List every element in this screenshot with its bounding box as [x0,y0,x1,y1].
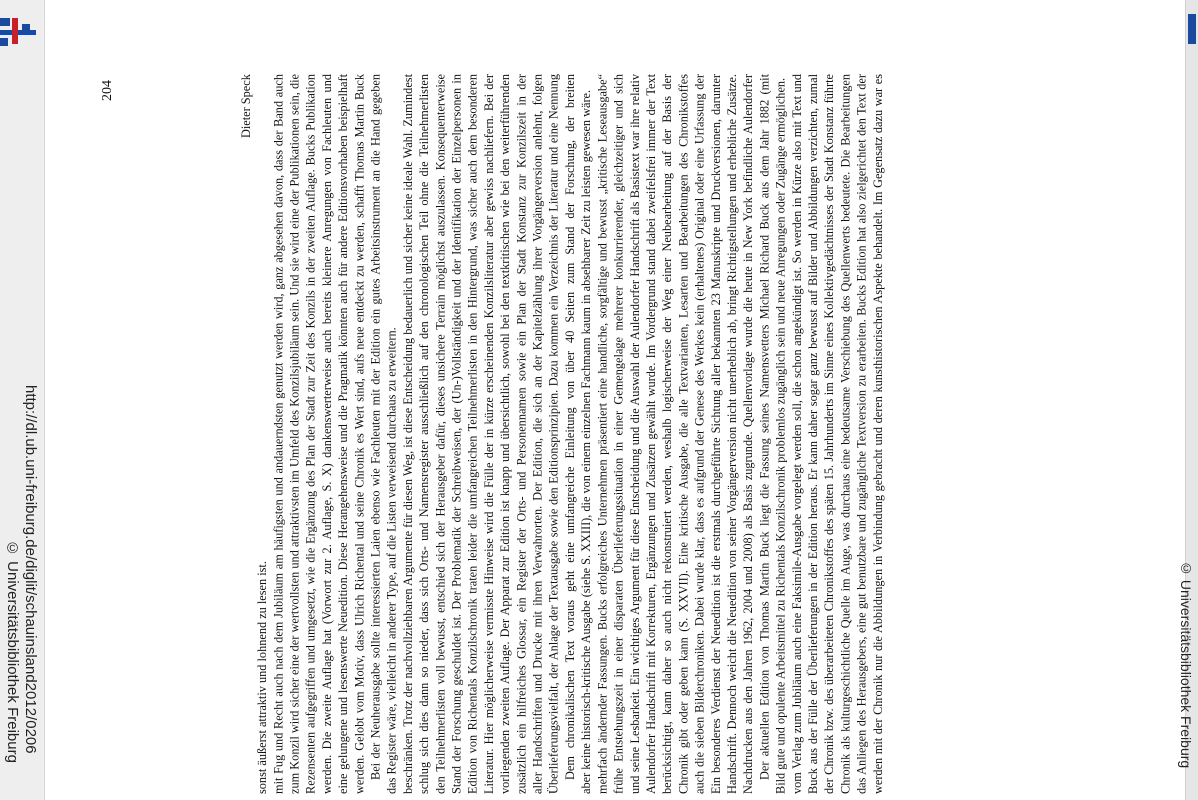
viewer-left-sidebar [0,0,45,800]
scanned-page [58,74,886,794]
right-copyright-notice: © Universitätsbibliothek Freiburg [1178,560,1194,769]
paragraph: Dem chronikalischen Text voraus geht eine umfangreiche Einleitung von über 40 Seiten zum Stand der Forschung, der breiten Überlieferungsvielfalt, der Anlage der Textausgabe sowie den Editionsprinzipien. Dazu kommen ein Verzeichnis der Literatur und eine Nennung aller Handschriften und Drucke mit ihren Verwahrorten. Der Edition, die sich an der Kapitelzählung ihrer Vorgängerversion anlehnt, folgen zusätzlich ein hilfreiches Glossar, ein Register der Orts- und Personennamen sowie ein Plan der Stadt Konstanz zur Konzilszeit in der vorliegenden zweiten Auflage. Der Apparat zur Edition ist knapp und übersichtlich, sowohl bei den textkritischen wie bei den weiterführenden Literatur. Hier möglicherweise vermisste Hinweise wird die Fülle der in kürze erscheinenden Konzilsliteratur aber gewiss nachliefern. Bei der Edition von Richentals Konzilschronik traten leider die umfangreichen Teilnehmerlisten in den Hintergrund, was sicher auch dem besonderen Stand der Forschung geschuldet ist. Der Problematik der Schreibweisen, der (Un-)Vollständigkeit und der Identifikation der Einzelpersonen in den Teilnehmerlisten voll bewusst, entschied sich der Herausgeber dafür, dieses unsichere Terrain möglichst auszulassen. Konsequenterweise schlug sich dies dann so nieder, dass sich Orts- und Namensregister ausschließlich auf den chronologischen Teil ohne die Teilnehmerlisten beschränken. Trotz der nachvollziehbaren Argumente für diesen Weg, ist diese Entscheidung bedauerlich und sicher keine ideale Wahl. Zumindest das Register wäre, vielleicht in anderer Type, auf die Listen verweisend durchaus zu erweitern. [384,74,577,794]
source-url[interactable]: http://dl.ub.uni-freiburg.de/diglit/schauinsland2012/0206 [22,385,39,754]
paragraph: Bei der Neuherausgabe sollte interessierten Laien ebenso wie Fachleuten mit der Edition ein gutes Arbeitsinstrument an die Hand gegeben werden. Gelobt vom Motiv, dass Ulrich Richental und seine Chronik es Wert sind, aufs neue entdeckt zu werden, schafft Thomas Martin Buck eine gelungene und lesenswerte Neuedition. Diese Herangehensweise und die Pragmatik könnten auch für andere Editionsvorhaben beispielhaft werden. Die zweite Auflage hat (Vorwort zur 2. Auflage, S. X) dankenswerterweise auch bereits kleinere Anregungen von Fachleuten und Rezensenten aufgegriffen und umgesetzt, wie die Ergänzung des Plan der Stadt zur Zeit des Konzils in der zweiten Auflage. Bucks Publikation zum Konzil wird sicher eine der wertvollsten und attraktivsten im Umfeld des Konzilsjubiläum sein. Und sie wird eine der Publikationen sein, die mit Fug und Recht auch nach dem Jubiläum am häufigsten und andauerndsten genutzt werden wird, ganz abgesehen davon, dass der Band auch sonst äußerst attraktiv und lohnend zu lesen ist. [255,74,383,794]
right-logo-mark-icon [1188,14,1196,44]
author-signature: Dieter Speck [238,74,253,138]
page-text-block [58,74,886,794]
university-logo-icon [0,12,44,52]
paragraph: Der aktuellen Edition von Thomas Martin Buck liegt die Fassung seines Namensvetters Michael Richard Buck aus dem Jahr 1882 (mit Nachdrucken aus den Jahren 1962, 2004 und 2008) als Basis zugrunde. Quellenvorlage wurde die heute in New York befindliche Aulendorfer Handschrift. Dennoch weicht die Neuedition von seiner Vorgängerversion nicht unerheblich ab, bringt Richtigstellungen und erhebliche Zusätze. Ein besonderes Verdienst der Neuedition ist die erstmals durchgeführte Sichtung aller bekannten 23 Manuskripte und Druckversionen, darunter auch die sieben Bilderchroniken. Dabei wurde klar, dass es aufgrund der Genese des Werkes kein (erhaltenes) Original oder eine Urfassung der Chronik gibt oder geben kann (S. XXVII). Eine kritische Ausgabe, die alle Textvarianten, Lesarten und Bearbeitungen des Chronikstoffes berücksichtigt, kann daher so auch nicht rekonstruiert werden, weshalb logischerweise der Weg einer Neubearbeitung auf der Basis der Aulendorfer Handschrift mit Korrekturen, Ergänzungen und Zusätzen gewählt wurde. Im Vordergrund stand dabei zweifelsfrei immer der Text und seine Lesbarkeit. Ein wichtiges Argument für diese Entscheidung und die Auswahl der Aulendorfer Handschrift als Basistext war ihre relativ frühe Entstehungszeit in einer disparaten Überlieferungssituation in einer Gemengelage mehrerer konkurrierender, gleichzeitiger und sich mehrfach ändernder Fassungen. Bucks erfolgreiches Unternehmen präsentiert eine handliche, sorgfältige und bewusst „kritische Leseausgabe“ aber keine historisch-kritische Ausgabe (siehe S. XXIII), die von einem einzelnen Fachmann kaum in absehbarer Zeit zu leisten gewesen wäre. [579,74,772,794]
page-number: 204 [100,80,115,101]
paragraph: werden mit der Chronik nur die Abbildungen in Verbindung gebracht und deren kunsthistorischen Aspekte behandelt. Im Gegensatz dazu war es das Anliegen des Herausgebers, eine gut benutzbare und zugängliche Textversion zu erarbeiten. Bucks Edition hat also zielgerichtet den Text der Chronik als kulturgeschichtliche Quelle im Auge, was durchaus eine bedeutsame Verschiebung des Quellenwerts bedeutete. Die Bearbeitungen der Chronik bzw. des überarbeiteten Chronikstoffes des späten 15. Jahrhunderts im Sinne eines Kollektivgedächtnisses der Stadt Konstanz führte Buck aus der Fülle der Überlieferungen in der Edition heraus. Er kann daher sogar ganz bewusst auf Bilder und Abbildungen verzichten, zumal vom Verlag zum Jubiläum auch eine Faksimile-Ausgabe vorgelegt werden soll, die schon angekündigt ist. So werden in Kürze also mit Text und Bild gute und opulente Arbeitsmittel zu Richentals Konzilschronik problemlos zugänglich sein und neue Anregungen oder Zugänge ermöglichen. [773,74,885,794]
copyright-notice: © Universitätsbibliothek Freiburg [4,540,21,763]
